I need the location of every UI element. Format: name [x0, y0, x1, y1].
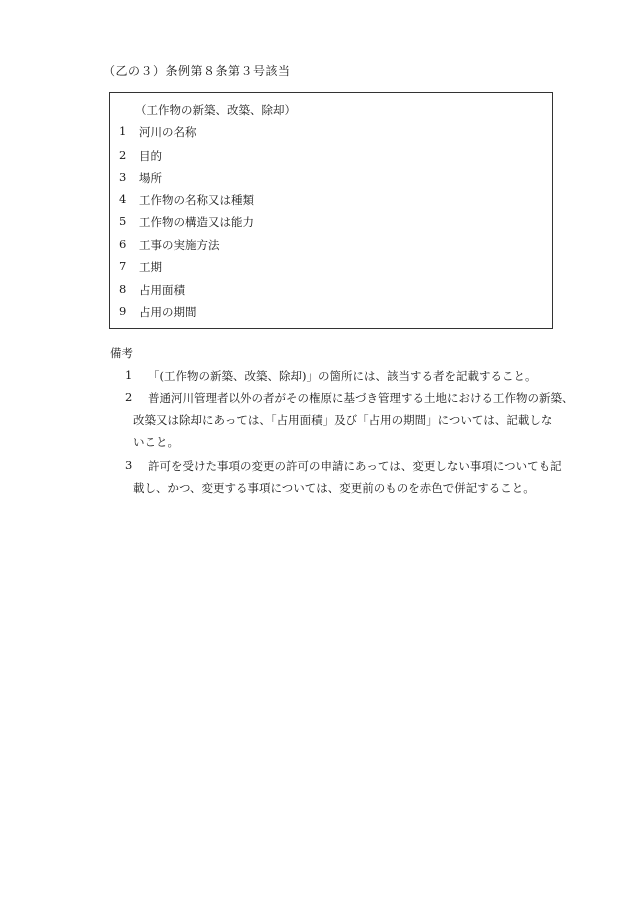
note-line: 載し、かつ、変更する事項については、変更前のものを赤色で併記すること。: [133, 481, 535, 495]
item-number: 4: [119, 192, 127, 206]
note-line: いこと。: [133, 435, 179, 449]
box-title: （工作物の新築、改築、除却）: [135, 103, 296, 117]
item-number: 5: [119, 214, 127, 228]
item-number: 8: [119, 282, 127, 296]
form-item-box: [109, 92, 553, 329]
item-label: 工期: [139, 260, 162, 274]
item-label: 工作物の構造又は能力: [139, 215, 254, 229]
item-label: 占用の期間: [139, 305, 197, 319]
item-number: 2: [119, 148, 127, 162]
note-line: 「(工作物の新築、改築、除却)」の箇所には、該当する者を記載すること。: [148, 369, 537, 383]
item-label: 河川の名称: [139, 125, 197, 139]
note-line: 普通河川管理者以外の者がその権原に基づき管理する土地における工作物の新築、: [148, 391, 574, 405]
note-number: 2: [125, 390, 133, 404]
item-number: 1: [119, 124, 127, 138]
note-number: 1: [125, 368, 133, 382]
page-heading: （乙の３）条例第８条第３号該当: [103, 64, 291, 78]
note-line: 許可を受けた事項の変更の許可の申請にあっては、変更しない事項についても記: [148, 459, 562, 473]
item-number: 7: [119, 259, 127, 273]
note-number: 3: [125, 458, 133, 472]
notes-title: 備考: [110, 346, 133, 360]
item-label: 占用面積: [139, 283, 185, 297]
item-label: 場所: [139, 171, 162, 185]
item-label: 目的: [139, 149, 162, 163]
note-line: 改築又は除却にあっては、「占用面積」及び「占用の期間」については、記載しな: [133, 413, 553, 427]
item-number: 6: [119, 237, 127, 251]
item-number: 9: [119, 304, 127, 318]
item-label: 工作物の名称又は種類: [139, 193, 254, 207]
item-label: 工事の実施方法: [139, 238, 220, 252]
item-number: 3: [119, 170, 127, 184]
